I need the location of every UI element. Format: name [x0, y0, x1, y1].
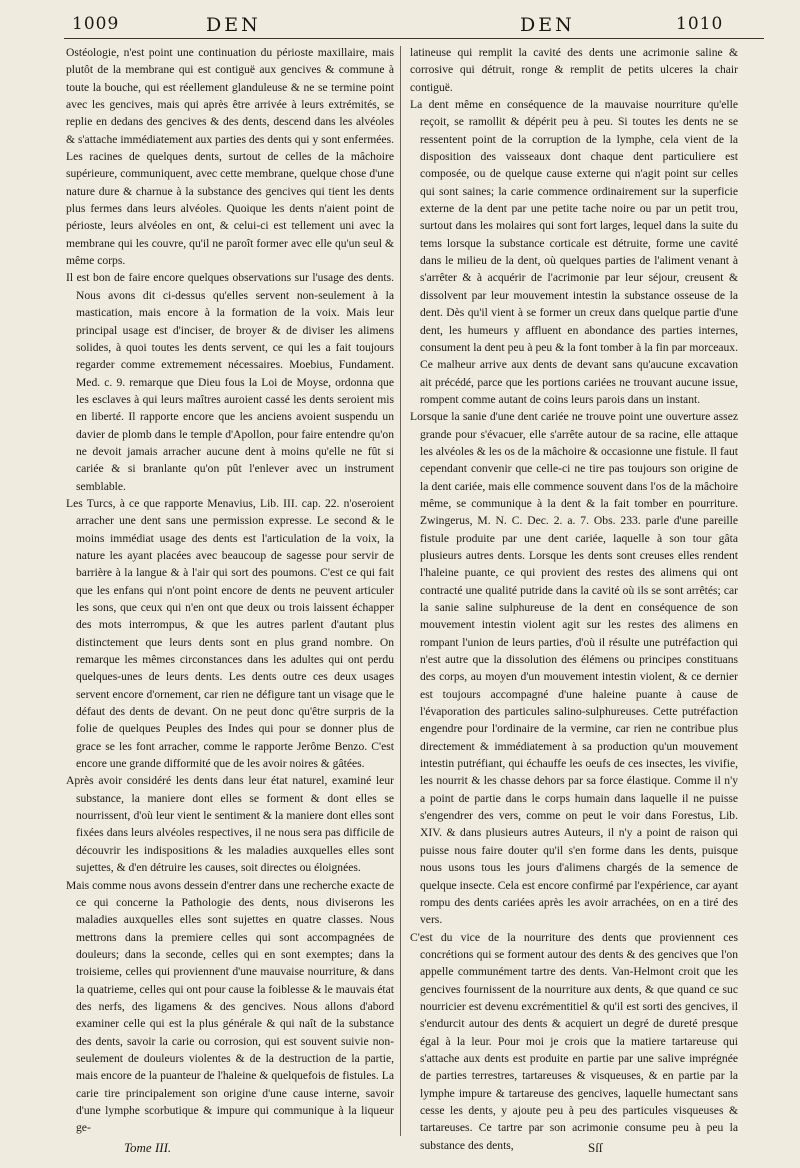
signature-mark: Sſſ — [588, 1140, 603, 1155]
paragraph: Mais comme nous avons dessein d'entrer dans une recherche exacte de ce qui concerne la Pathologie des dents, nous diviserons les maladies auxquelles elles sont sujettes en quatre classes. Nous mettrons dans la premiere celles qui sont accompagnées de douleurs; dans la seconde, celles qui en sont exemptes; dans la troisieme, celles qui proviennent d'une mauvaise nourriture, & dans la quatrieme, celles qui ont pour cause la foiblesse & le mauvais état des nerfs, des ligamens & des gencives. Nous allons d'abord examiner celle qui est la plus générale & qui naît de la substance des dents, savoir la carie ou corrosion, qui est souvent suivie non-seulement de douleurs violentes & de la destruction de la partie, mais encore de la puanteur de l'haleine & quelquefois de fistules. La carie tire principalement son origine d'une cause interne, savoir d'une lymphe scorbutique & impure qui communique à la liqueur ge- — [66, 878, 394, 1135]
paragraph: La dent même en conséquence de la mauvaise nourriture qu'elle reçoit, se ramollit & dépérit peu à peu. Si toutes les dents ne se ressentent point de la corruption de la lymphe, cela vient de la disposition des vaisseaux dont chaque dent particuliere est composée, ou de quelque cause externe qui n'agit point sur celles qui sont saines; la carie commence ordinairement sur la superficie externe de la dent par une petite tache noire ou par un petit trou, surtout dans les molaires qui sont fort larges, lequel dans la suite du tems lorsque la substance corticale est détruite, forme une cavité dans le milieu de la dent, où quelques parties de l'aliment venant à s'arrêter & à acquérir de l'acrimonie par leur séjour, creusent & dissolvent par leur mouvement intestin la substance osseuse de la dent. Dès qu'il vient à se former un creux dans quelque partie d'une dent, les humeurs y affluent en abondance des parties internes, consument la dent peu à peu & la font tomber à la fin par morceaux. Ce malheur arrive aux dents de devant sans qu'aucune excavation ait précédé, parce que les portions cariées ne trouvant aucune issue, rompent comme autant de coins leurs parois dans un instant. — [410, 98, 738, 406]
column-divider — [400, 46, 401, 1136]
paragraph: Les Turcs, à ce que rapporte Menavius, Lib. III. cap. 22. n'oseroient arracher une dent sans une permission expresse. Le second & le moins immédiat usage des dents est l'articulation de la voix, la nature les ayant placées avec beaucoup de sagesse pour servir de barrière à la langue & à l'air qui sort des poumons. C'est ce qui fait que les enfans qui n'ont point encore de dents ne peuvent articuler les sons, que ceux qui n'en ont que deux ou trois laissent échapper des mots interrompus, & que les autres parlent d'autant plus distinctement que leurs dents sont en plus grand nombre. On remarque les mêmes circonstances dans les adultes qui ont perdu quelques-unes de leurs dents. Les dents outre ces deux usages servent encore d'ornement, car rien ne défigure tant un visage que le défaut des dents de devant. On ne peut donc qu'être surpris de la folie de quelques Peuples des Indes qui pour se donner plus de grace se les font arracher, comme le rapporte Jerôme Benzo. C'est encore une grande difformité que de les avoir noires & gâtées. — [66, 496, 394, 771]
right-running-head: DEN — [520, 14, 575, 36]
paragraph: Ostéologie, n'est point une continuation du périoste maxillaire, mais plutôt de la membrane qui est contiguë aux gencives & commune à toute la bouche, qui est réellement glanduleuse & ne se termine point avec les gencives, mais qui après être arrivée à leurs extrémités, se replie en dedans des gencives & des dents, descend dans les alvéoles & s'attache immédiatement aux parties des dents qui y sont enfermées. Les racines de quelques dents, surtout de celles de la mâchoire supérieure, communiquent, avec cette membrane, quelque chose d'une nature dure & charnue à la substance des gencives qui tient les dents plus fermes dans leurs alvéoles. Quoique les dents n'aient point de périoste, leurs alvéoles en ont, & celui-ci est tellement uni avec la membrane qui les couvre, qu'il ne paroît former avec elle qu'un seul & même corps. — [66, 46, 394, 268]
paragraph: C'est du vice de la nourriture des dents que proviennent ces concrétions qui se forment autour des dents & des gencives que l'on appelle communément tartre des dents. Van-Helmont croit que les gencives fournissent de la nourriture aux dents, & que quand ce suc nourricier est devenu excrémentitiel & qu'il est sorti des gencives, il s'endurcit autour des dents & acquiert un degré de dureté presque égal à la leur. Pour moi je crois que la matiere tartareuse qui s'attache aux dents est produite en partie par une salive imprégnée de parties terrestres, tartareuses & visqueuses, & en partie par la lymphe impure & tartareuse des gencives, laquelle humectant sans cesse les dents, y ajoute peu à peu des particules visqueuses & tartareuses. Ce tartre par son acrimonie consume peu à peu la substance des dents, — [410, 930, 738, 1152]
header-rule — [64, 38, 764, 39]
volume-label: Tome III. — [124, 1140, 172, 1155]
paragraph: latineuse qui remplit la cavité des dents une acrimonie saline & corrosive qui détruit, ronge & remplit de petits ulceres la chair contiguë. — [410, 46, 738, 94]
left-running-head: DEN — [206, 14, 261, 36]
paragraph: Après avoir considéré les dents dans leur état naturel, examiné leur substance, la maniere dont elles se forment & dont elles se nourrissent, d'où leur vient le sentiment & la maniere dont elles sont fixées dans leurs alvéoles respectives, il ne nous sera pas difficile de découvrir les indispositions & les maladies auxquelles elles sont sujettes, & d'en détruire les causes, soit directes ou éloignées. — [66, 774, 394, 875]
paragraph: Lorsque la sanie d'une dent cariée ne trouve point une ouverture assez grande pour s'évacuer, elle s'arrête autour de sa racine, elle attaque les alvéoles & les os de la mâchoire & occasionne une fistule. Il faut cependant convenir que celle-ci ne tire pas toujours son origine de la dent cariée, mais elle commence souvent dans l'os de la mâchoire même, se communique à la dent & la fait tomber en pourriture. Zwingerus, M. N. C. Dec. 2. a. 7. Obs. 233. parle d'une pareille fistule produite par une dent cariée, laquelle à son tour gâta plusieurs autres dents. Lorsque les dents sont creuses elles rendent l'haleine puante, ce qui provient des restes des alimens qui ont contracté une qualité putride dans la cavité où ils se sont arrêtés; car la sanie saline sulphureuse de la dent en conséquence de son mouvement intestin violent agit sur les restes des alimens en rompant l'union de leurs parties, d'où il résulte une putréfaction qui n'est autre que la dissolution des élémens ou principes constituans des corps, au moyen d'un mouvement intestin violent, & ce dernier est toujours accompagné d'une haleine puante à cause de l'évaporation des particules salino-sulphureuses. Cette putréfaction engendre pour l'ordinaire de la vermine, car rien ne contribue plus directement & immédiatement à sa production qu'un mouvement intestin putréfiant, qui échauffe les oeufs de ces insectes, les vivifie, les nourrit & les chasse dehors par sa force élastique. Comme il n'y a point de partie dans le corps humain dans laquelle il ne puisse s'engendrer des vers, comme on peut le voir dans Forestus, Lib. XIV. & dans plusieurs autres Auteurs, il n'y a point de raison qui puisse nous faire douter qu'il s'en forme dans les dents, puisque nous usons tous les jours d'alimens chargés de la semence de quelque insecte. Cela est encore confirmé par l'expérience, car ayant rompu des dents cariées après les avoir arrachées, on en a tiré des vers. — [410, 410, 738, 927]
left-column — [66, 44, 394, 1134]
left-page-number: 1009 — [72, 14, 120, 34]
right-page-number: 1010 — [676, 14, 724, 34]
paragraph: Il est bon de faire encore quelques observations sur l'usage des dents. Nous avons dit ci-dessus qu'elles servent non-seulement à la mastication, mais encore à la formation de la voix. Mais leur principal usage est d'inciser, de broyer & de diviser les alimens solides, à quoi toutes les dents servent, ce qui les a fait toujours regarder comme extremement nécessaires. Moebius, Fundament. Med. c. 9. remarque que Dieu fous la Loi de Moyse, ordonna que les esclaves à qui leurs maîtres auroient cassé les dents seroient mis en liberté. Il rapporte encore que les anciens avoient suspendu un davier de plomb dans le temple d'Apollon, pour faire entendre qu'on ne devoit jamais arracher aucune dent à moins qu'elle ne fût si cariée & si branlante qu'on pût l'enlever avec un instrument semblable. — [66, 271, 394, 493]
